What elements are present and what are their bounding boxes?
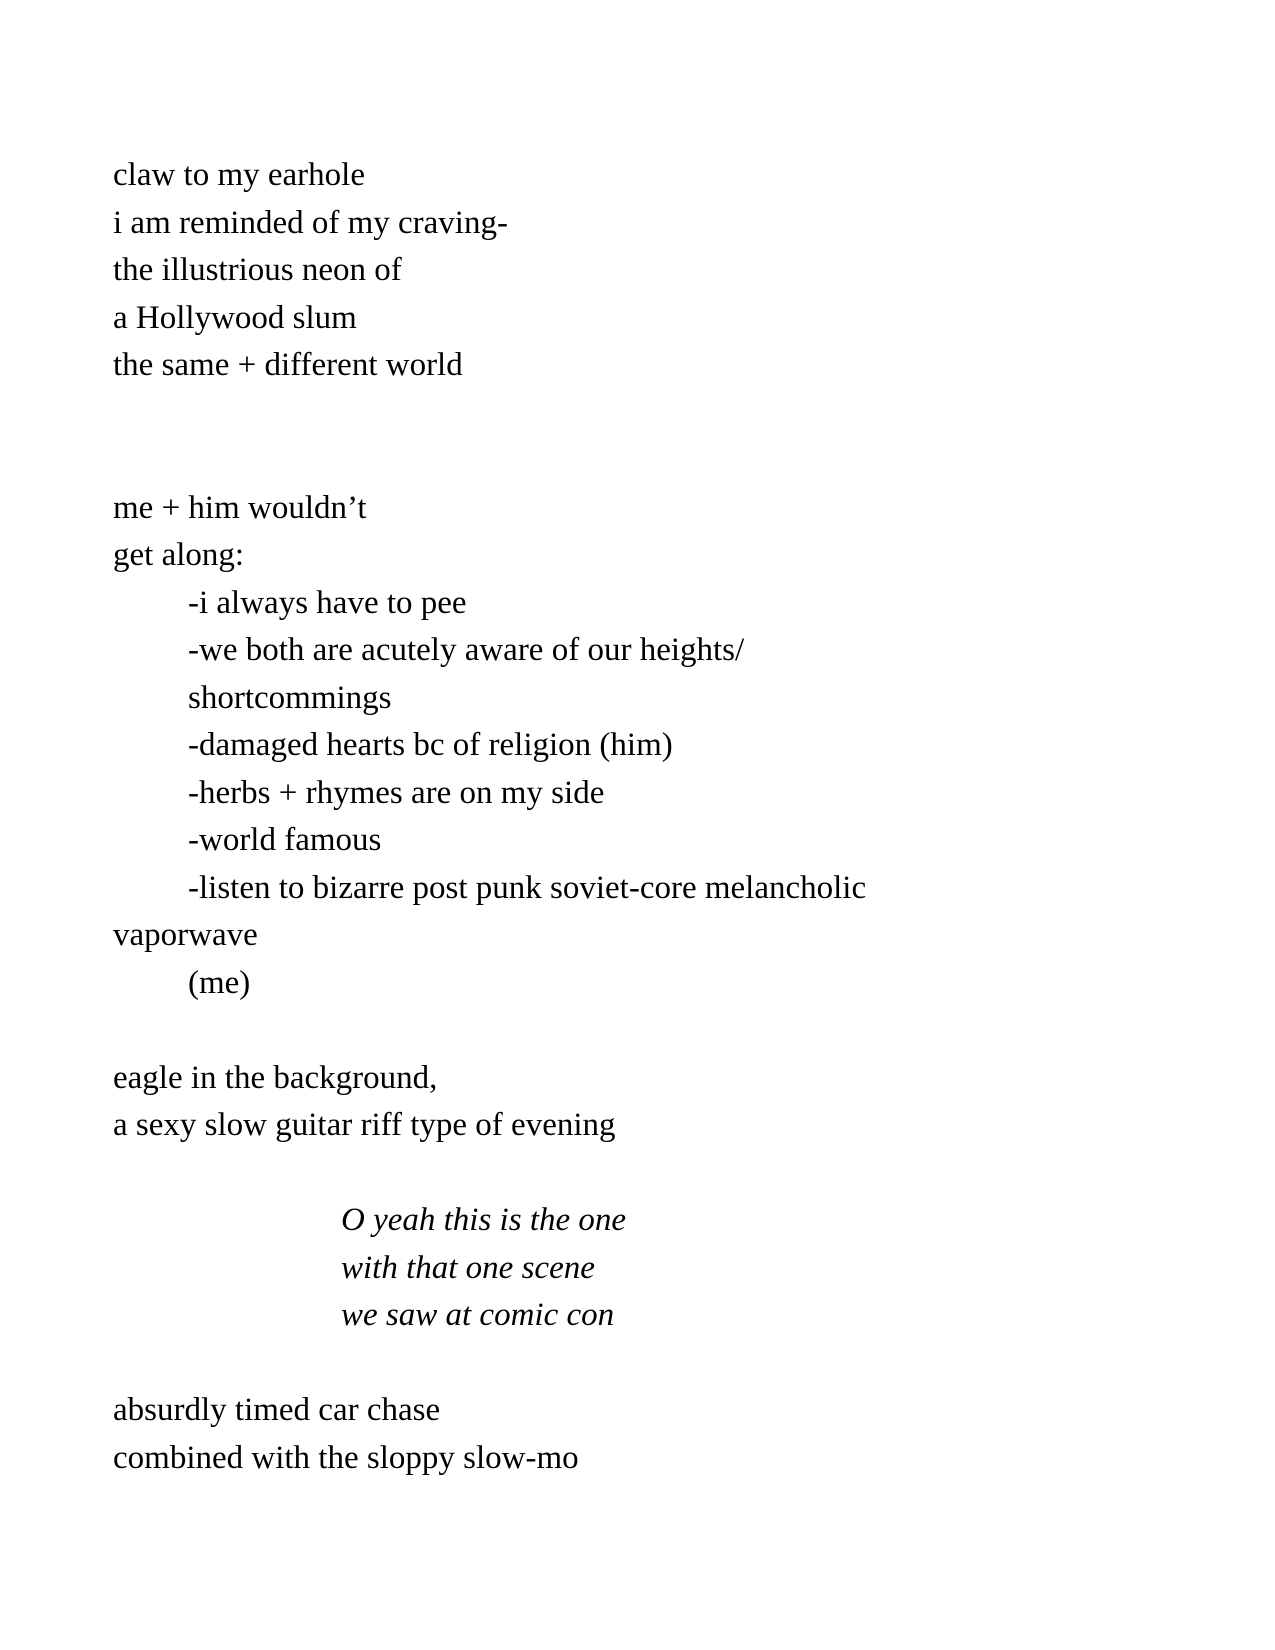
poem-line: O yeah this is the one [341, 1202, 627, 1238]
poem-line: (me) [188, 964, 251, 1001]
poem-blank-line [113, 390, 1213, 438]
poem-line: -herbs + rhymes are on my side [188, 774, 605, 811]
poem [113, 152, 1213, 1482]
poem-line: -world famous [188, 822, 382, 858]
poem-line: we saw at comic con [341, 1297, 615, 1333]
poem-blank-line [113, 1150, 1213, 1198]
poem-line: claw to my earhole [113, 157, 365, 193]
poem-line: vaporwave [113, 917, 258, 953]
poem-line: -i always have to pee [188, 584, 467, 621]
poem-line: a Hollywood slum [113, 299, 357, 336]
poem-line: -we both are acutely aware of our heights/ [188, 632, 745, 668]
poem-line: the illustrious neon of [113, 252, 402, 288]
poem-line: me + him wouldn’t [113, 489, 367, 526]
poem-blank-line [113, 1007, 1213, 1055]
poem-line: -damaged hearts bc of religion (him) [188, 727, 673, 763]
poem-line: combined with the sloppy slow-mo [113, 1439, 579, 1476]
poem-line: get along: [113, 537, 245, 573]
poem-line: -listen to bizarre post punk soviet-core melancholic [188, 869, 867, 906]
poem-line: with that one scene [341, 1249, 595, 1286]
poem-line: eagle in the background, [113, 1059, 438, 1096]
poem-line: the same + different world [113, 347, 463, 383]
poem-line: a sexy slow guitar riff type of evening [113, 1107, 616, 1143]
poem-blank-line [113, 1340, 1213, 1388]
poem-line: i am reminded of my craving- [113, 204, 508, 241]
poem-blank-line [113, 437, 1213, 485]
poem-line: shortcommings [188, 679, 392, 716]
poem-line: absurdly timed car chase [113, 1392, 441, 1428]
